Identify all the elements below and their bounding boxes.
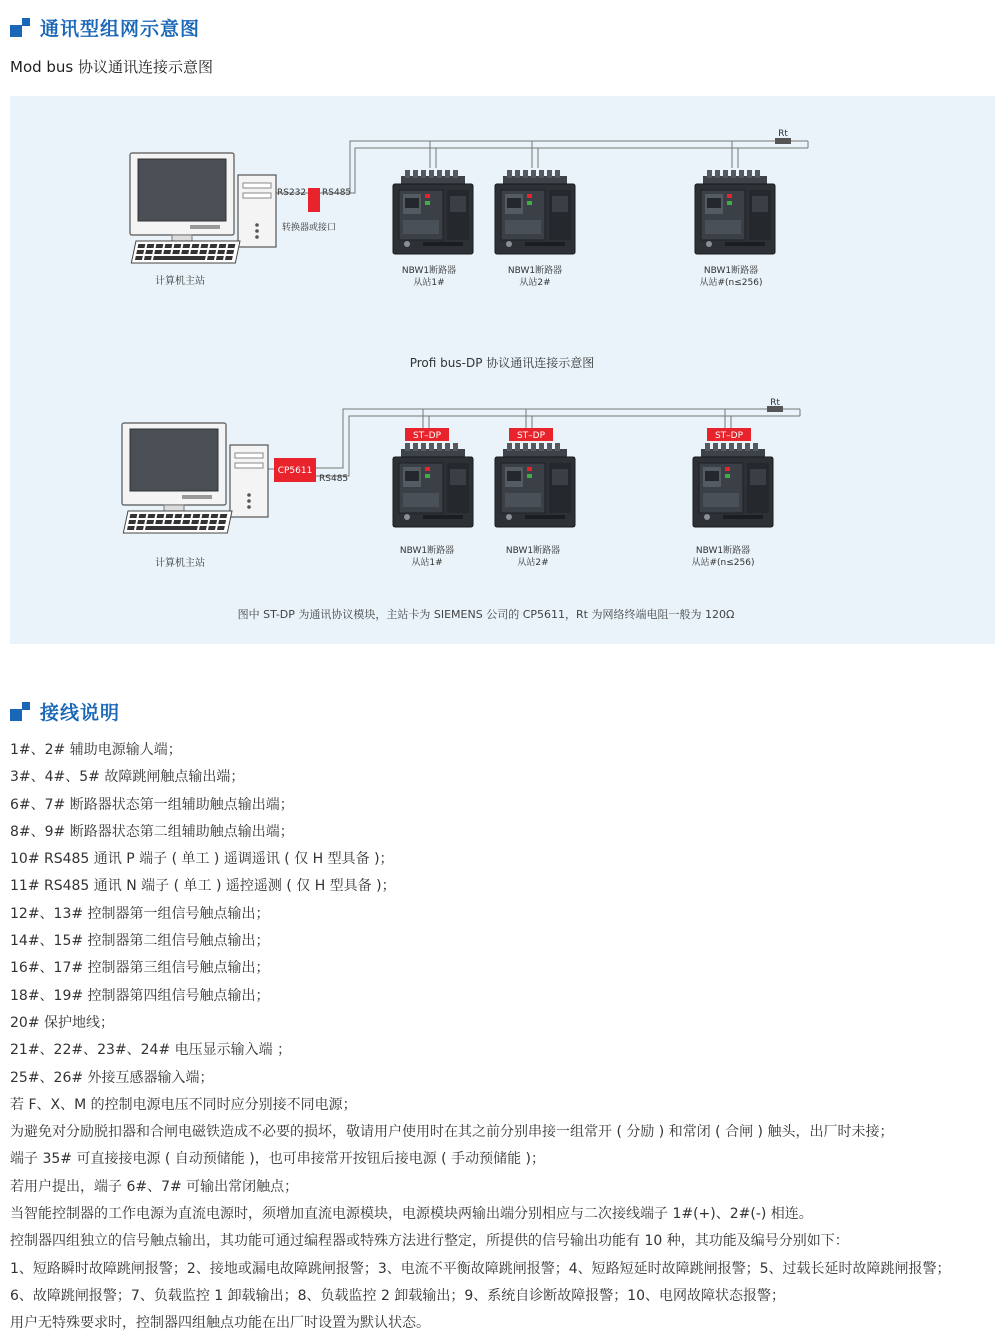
breaker-slave: 从站2# <box>519 278 551 288</box>
instruction-line: 18#、19# 控制器第四组信号触点输出； <box>10 987 270 1004</box>
breaker-name: NBW1断路器 <box>703 266 759 276</box>
instruction-line: 当智能控制器的工作电源为直流电源时，须增加直流电源模块，电源模块两输出端分别相应与二次接线端子 1#(+)、2#(-) 相连。 <box>10 1206 813 1223</box>
breaker-icon <box>495 443 575 527</box>
instruction-line: 用户无特殊要求时，控制器四组触点功能在出厂时设置为默认状态。 <box>10 1315 430 1332</box>
st-dp-label: ST–DP <box>714 431 744 441</box>
instruction-line: 若 F、X、M 的控制电源电压不同时应分别接不同电源； <box>10 1096 357 1113</box>
square-bullet-icon <box>10 701 32 723</box>
profibus-title: Profi bus-DP 协议通讯连接示意图 <box>409 356 595 370</box>
wiring-instructions <box>10 737 995 1338</box>
rs232-label: RS232 <box>277 188 307 198</box>
instruction-line: 20# 保护地线； <box>10 1014 114 1031</box>
computer-host-icon <box>130 153 276 263</box>
cp5611-label: CP5611 <box>277 466 313 476</box>
breaker-name: NBW1断路器 <box>401 266 457 276</box>
breaker-slave: 从站1# <box>411 558 443 568</box>
rt-label: Rt <box>770 398 780 408</box>
instruction-line: 21#、22#、23#、24# 电压显示输入端 ； <box>10 1042 292 1059</box>
breaker-name: NBW1断路器 <box>695 546 751 556</box>
instruction-line: 16#、17# 控制器第三组信号触点输出； <box>10 960 270 977</box>
computer-host-icon <box>122 423 268 533</box>
breaker-icon <box>393 443 473 527</box>
breaker-icon <box>495 170 575 254</box>
instruction-line: 端子 35# 可直接接电源 ( 自动预储能 )，也可串接常开按钮后接电源 ( 手动预储能 )； <box>10 1151 545 1168</box>
breaker-icon <box>693 443 773 527</box>
instruction-line: 10# RS485 通讯 P 端子 ( 单工 ) 遥调遥讯 ( 仅 H 型具备 )； <box>10 851 394 868</box>
instruction-line: 3#、4#、5# 故障跳闸触点输出端； <box>10 769 245 786</box>
section-header-wiring <box>10 698 120 725</box>
breaker-name: NBW1断路器 <box>399 546 455 556</box>
square-bullet-icon <box>10 17 32 39</box>
instruction-line: 8#、9# 断路器状态第二组辅助触点输出端； <box>10 823 294 840</box>
breaker-slave: 从站#(n≤256) <box>699 278 763 288</box>
section-title: 通讯型组网示意图 <box>40 18 201 40</box>
instruction-line: 控制器四组独立的信号触点输出，其功能可通过编程器或特殊方法进行整定，所提供的信号输出功能有 10 种，其功能及编号分别如下： <box>10 1233 849 1250</box>
rt-label: Rt <box>778 129 788 139</box>
instruction-line: 25#、26# 外接互感器输入端； <box>10 1069 214 1086</box>
instruction-line: 14#、15# 控制器第二组信号触点输出； <box>10 933 270 950</box>
host-label: 计算机主站 <box>155 276 205 287</box>
host-label: 计算机主站 <box>155 558 205 569</box>
breaker-name: NBW1断路器 <box>507 266 563 276</box>
instruction-line: 1、短路瞬时故障跳闸报警；2、接地或漏电故障跳闸报警；3、电流不平衡故障跳闸报警；4、短路短延时故障跳闸报警；5、过载长延时故障跳闸报警； <box>10 1260 951 1277</box>
instruction-line: 若用户提出，端子 6#、7# 可输出常闭触点； <box>10 1178 299 1195</box>
breaker-name: NBW1断路器 <box>505 546 561 556</box>
instruction-line: 6#、7# 断路器状态第一组辅助触点输出端； <box>10 796 294 813</box>
converter-label: 转换器或接口 <box>282 223 337 233</box>
breaker-slave: 从站1# <box>413 278 445 288</box>
instruction-line: 为避免对分励脱扣器和合闸电磁铁造成不必要的损坏，敬请用户使用时在其之前分别串接一组常开 ( 分励 ) 和常闭 ( 合闸 ) 触头，出厂时未接； <box>10 1124 894 1141</box>
profibus-diagram <box>122 398 800 569</box>
diagram-note: 图中 ST-DP 为通讯协议模块，主站卡为 SIEMENS 公司的 CP5611，Rt 为网络终端电阻一般为 120Ω <box>237 608 735 621</box>
breaker-icon <box>695 170 775 254</box>
instruction-line: 6、故障跳闸报警；7、负载监控 1 卸载输出；8、负载监控 2 卸载输出；9、系统自诊断故障报警；10、电网故障状态报警； <box>10 1287 786 1304</box>
instruction-line: 12#、13# 控制器第一组信号触点输出； <box>10 905 270 922</box>
instruction-line: 11# RS485 通讯 N 端子 ( 单工 ) 遥控遥测 ( 仅 H 型具备 )； <box>10 878 396 895</box>
rs485-label: RS485 <box>319 474 349 484</box>
breaker-slave: 从站2# <box>517 558 549 568</box>
st-dp-label: ST–DP <box>516 431 546 441</box>
breaker-slave: 从站#(n≤256) <box>691 558 755 568</box>
rs485-label: RS485 <box>322 188 352 198</box>
modbus-diagram <box>130 129 808 288</box>
instruction-line: 1#、2# 辅助电源输人端； <box>10 742 182 758</box>
section-title: 接线说明 <box>40 702 121 724</box>
breaker-icon <box>393 170 473 254</box>
network-diagram <box>10 96 995 644</box>
section-header-network <box>10 14 200 41</box>
st-dp-label: ST–DP <box>412 431 442 441</box>
converter-icon <box>308 188 320 212</box>
modbus-title: Mod bus 协议通讯连接示意图 <box>10 58 214 76</box>
